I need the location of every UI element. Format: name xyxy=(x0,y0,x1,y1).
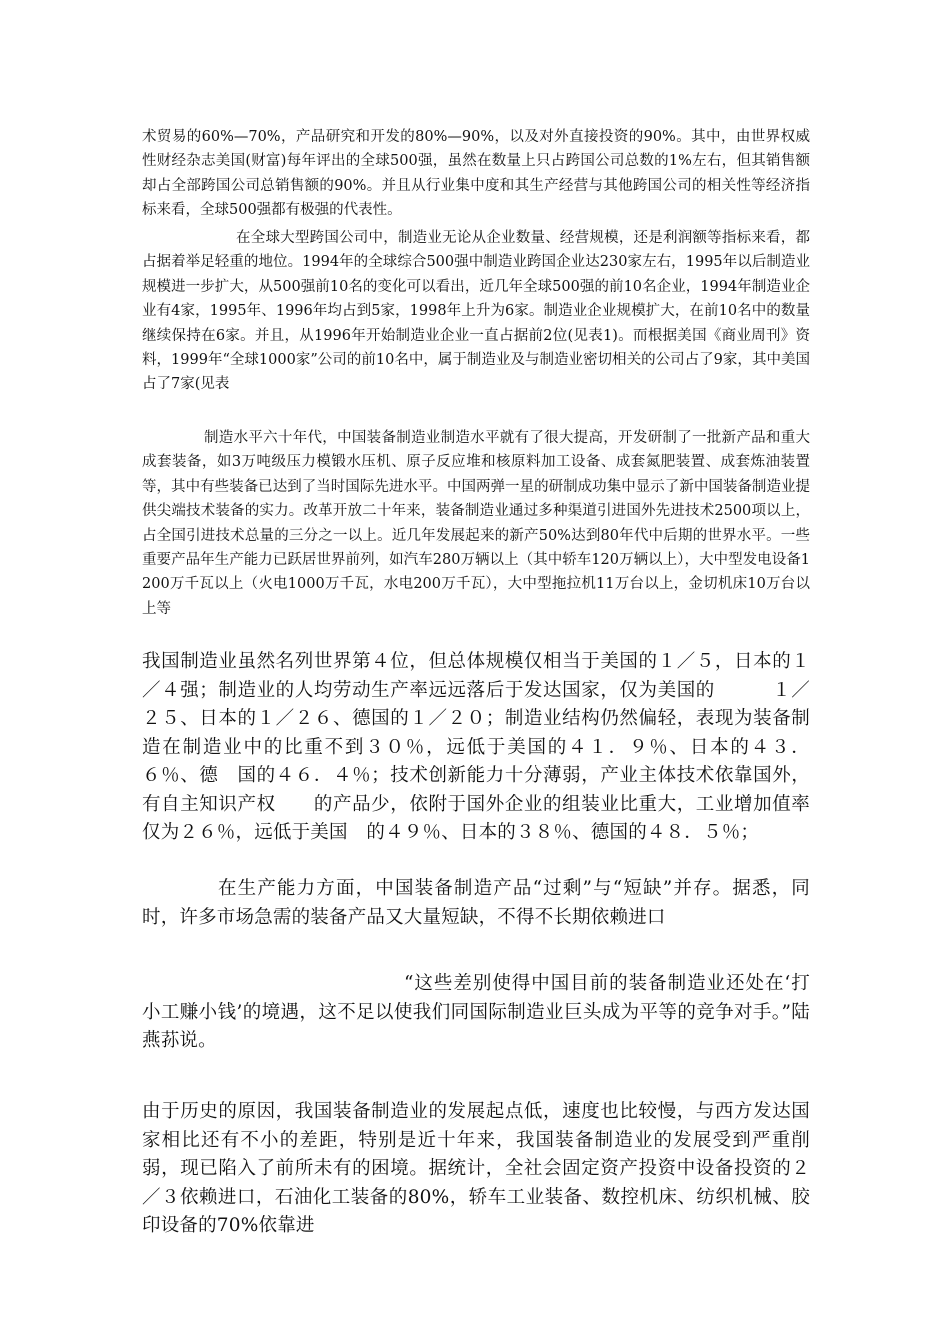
paragraph-manufacturing-level: 制造水平六十年代，中国装备制造业制造水平就有了很大提高，开发研制了一批新产品和重大成套装备，如3万吨级压力模锻水压机、原子反应堆和核原料加工设备、成套氮肥装置、成套炼油装置等，其中有些装备已达到了当时国际先进水平。中国两弹一星的研制成功集中显示了新中国装备制造业提供尖端技术装备的实力。改革开放二十年来，装备制造业通过多种渠道引进国外先进技术2500项以上，占全国引进技术总量的三分之一以上。近几年发展起来的新产50%达到80年代中后期的世界水平。一些重要产品年生产能力已跃居世界前列，如汽车280万辆以上（其中轿车120万辆以上），大中型发电设备1200万千瓦以上（火电1000万千瓦，水电200万千瓦），大中型拖拉机11万台以上，金切机床10万台以上等 xyxy=(142,430,810,617)
paragraph-manufacturing-scale: 我国制造业虽然名列世界第４位，但总体规模仅相当于美国的１／５，日本的１／４强；制造业的人均劳动生产率远远落后于发达国家，仅为美国的 １／２５、日本的１／２６、德国的１／２０；制造业结构仍然偏轻，表现为装备制 造在制造业中的比重不到３０％，远低于美国的４１．９％、日本的４３．６％、德 国的４６．４％；技术创新能力十分薄弱，产业主体技术依靠国外，有自主知识产权 的产品少，依附于国外企业的组装业比重大，工业增加值率仅为２６％，远低于美国 的４９％、日本的３８％、德国的４８．５％； xyxy=(142,651,867,843)
paragraph-historical-reasons: 由于历史的原因，我国装备制造业的发展起点低，速度也比较慢，与西方发达国家相比还有不小的差距，特别是近十年来，我国装备制造业的发展受到严重削弱，现已陷入了前所未有的困境。据统计，全社会固定资产投资中设备投资的２／３依赖进口，石油化工装备的80%，轿车工业装备、数控机床、纺织机械、胶印设备的70%依靠进 xyxy=(142,1101,810,1236)
paragraph-multinational-share: 术贸易的60%—70%，产品研究和开发的80%—90%，以及对外直接投资的90%。其中，由世界权威性财经杂志美国(财富)每年评出的全球500强，虽然在数量上只占跨国公司总数的1%左右，但其销售额却占全部跨国公司总销售额的90%。并且从行业集中度和其生产经营与其他跨国公司的相关性等经济指标来看，全球500强都有极强的代表性。 xyxy=(142,129,810,219)
paragraph-production-capacity: 在生产能力方面，中国装备制造产品“过剩”与“短缺”并存。据悉，同时，许多市场急需的装备产品又大量短缺，不得不长期依赖进口 xyxy=(142,878,810,928)
paragraph-quote: “这些差别使得中国目前的装备制造业还处在‘打小工赚小钱’的境遇，这不足以使我们同国际制造业巨头成为平等的竞争对手。”陆燕荪说。 xyxy=(142,973,810,1051)
paragraph-manufacturing-status: 在全球大型跨国公司中，制造业无论从企业数量、经营规模，还是利润额等指标来看，都占据着举足轻重的地位。1994年的全球综合500强中制造业跨国企业达230家左右，1995年以后制造业规模进一步扩大，从500强前10名的变化可以看出，近几年全球500强的前10名企业，1994年制造业企业有4家，1995年、1996年均占到5家，1998年上升为6家。制造业企业规模扩大，在前10名中的数量继续保持在6家。并且，从1996年开始制造业企业一直占据前2位(见表1)。而根据美国《商业周刊》资料，1999年“全球1000家”公司的前10名中，属于制造业及与制造业密切相关的公司占了9家，其中美国占了7家(见表 xyxy=(142,230,810,393)
